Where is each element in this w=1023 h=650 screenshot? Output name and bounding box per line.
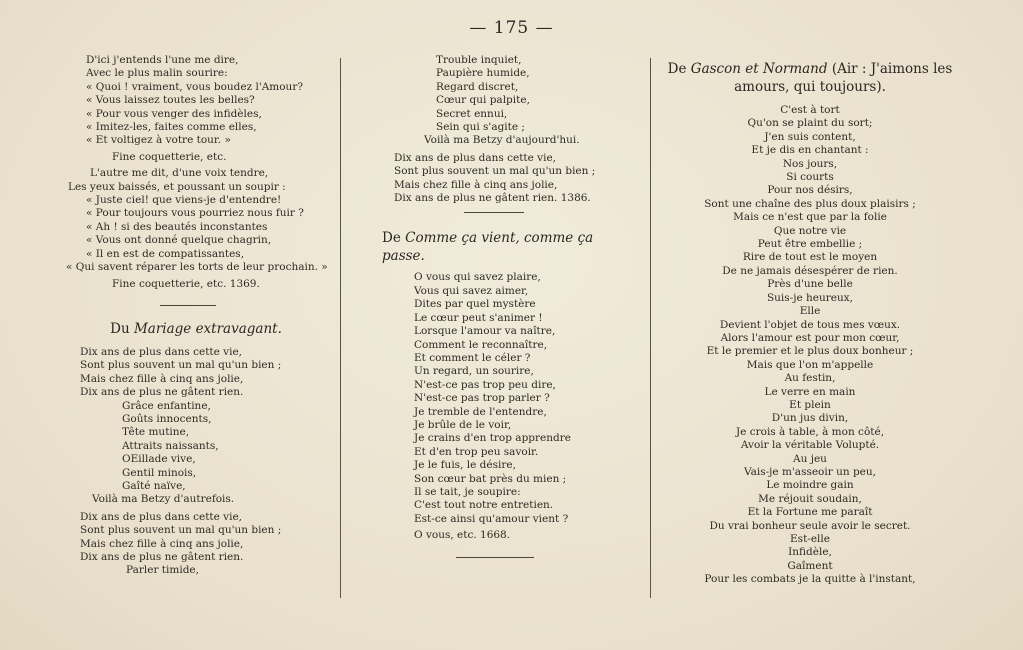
verse-line: Sont une chaîne des plus doux plaisirs ; — [704, 197, 916, 210]
verse-line: Lorsque l'amour va naître, — [414, 325, 556, 338]
verse-line: Sont plus souvent un mal qu'un bien ; — [80, 359, 282, 372]
verse-line: Et la Fortune me paraît — [747, 506, 873, 519]
page-number: — 175 — — [469, 18, 554, 38]
verse-line: Sont plus souvent un mal qu'un bien ; — [80, 524, 282, 537]
verse-line: Il se tait, je soupire: — [414, 485, 521, 498]
verse-line: Cœur qui palpite, — [436, 94, 530, 107]
column-middle — [378, 54, 623, 558]
verse-line: Gaîté naïve, — [122, 479, 186, 492]
verse-line: D'ici j'entends l'une me dire, — [86, 54, 239, 66]
verse-line: « Ah ! si des beautés inconstantes — [86, 220, 268, 233]
song-title — [378, 229, 623, 265]
verse-line: Les yeux baissés, et poussant un soupir : — [68, 180, 286, 193]
verse-line: N'est-ce pas trop parler ? — [414, 392, 550, 405]
verse-line: N'est-ce pas trop peu dire, — [414, 378, 556, 391]
verse-line: Parler timide, — [126, 564, 199, 577]
section-separator — [456, 557, 534, 558]
verse-line: Sein qui s'agite ; — [436, 121, 525, 134]
song-title-italic: Mariage extravagant. — [133, 320, 282, 337]
verse-line: Son cœur bat près du mien ; — [414, 472, 567, 485]
verse-line: Peut être embellie ; — [757, 238, 863, 251]
verse-line: Paupière humide, — [436, 67, 530, 80]
verse-line: Comment le reconnaître, — [414, 338, 548, 351]
refrain-line: Fine coquetterie, etc. 1369. — [112, 277, 260, 290]
verse-line: Dix ans de plus dans cette vie, — [80, 345, 243, 358]
verse-line: Que notre vie — [773, 224, 847, 237]
verse-line: Je le fuis, le désire, — [414, 459, 516, 472]
verse-line: Si courts — [786, 171, 834, 184]
song-title-italic: Gascon et Normand — [690, 61, 828, 77]
verse-line: « Juste ciel! que viens-je d'entendre! — [86, 194, 282, 207]
verse-line: Mais chez fille à cinq ans jolie, — [80, 537, 244, 550]
verse-line: Rire de tout est le moyen — [742, 251, 878, 264]
verse-line: Dix ans de plus ne gâtent rien. 1386. — [394, 192, 591, 205]
verse-line: Je tremble de l'entendre, — [414, 405, 547, 418]
section-separator — [464, 212, 524, 213]
column-right — [665, 54, 955, 587]
song-title-air-continued: amours, qui toujours). — [734, 79, 886, 95]
verse-line: Mais chez fille à cinq ans jolie, — [394, 178, 558, 191]
verse-line: Alors l'amour est pour mon cœur, — [720, 331, 900, 344]
verse-line: Gaîment — [787, 559, 833, 572]
verse-line: Attraits naissants, — [122, 439, 219, 452]
verse-line: Mais ce n'est que par la folie — [733, 211, 887, 224]
verse-line: « Il en est de compatissantes, — [86, 247, 245, 260]
verse-line: Et le premier et le plus doux bonheur ; — [706, 345, 914, 358]
verse-line: OEillade vive, — [122, 453, 196, 466]
verse-line: Voilà ma Betzy d'aujourd'hui. — [424, 134, 580, 147]
verse-line: Et comment le céler ? — [414, 351, 531, 364]
song-title-prefix: De — [382, 230, 401, 247]
verse-line: C'est à tort — [780, 104, 840, 116]
refrain-line: Fine coquetterie, etc. — [112, 150, 227, 163]
verse-line: « Pour toujours vous pourriez nous fuir ? — [86, 207, 304, 220]
verse-line: Regard discret, — [436, 80, 519, 93]
verse-line: Mais que l'on m'appelle — [746, 358, 874, 371]
verse-line: Dix ans de plus dans cette vie, — [80, 510, 243, 523]
verse-line: « Vous laissez toutes les belles? — [86, 94, 255, 107]
song-title-prefix: De — [667, 61, 687, 77]
verse-line: Infidèle, — [788, 546, 832, 559]
verse-line: Au jeu — [793, 452, 827, 465]
verse-line: Au festin, — [784, 372, 836, 385]
verse-line: Devient l'objet de tous mes vœux. — [719, 318, 901, 331]
verse-line: Le cœur peut s'animer ! — [414, 311, 543, 324]
verse-line: O vous qui savez plaire, — [414, 271, 541, 284]
verse-line: Vous qui savez aimer, — [414, 284, 529, 297]
verse-line: Pour les combats je la quitte à l'instant, — [704, 573, 916, 586]
verse-line: L'autre me dit, d'une voix tendre, — [90, 167, 269, 180]
verse-line: Et je dis en chantant : — [751, 144, 869, 157]
verse-line: Un regard, un sourire, — [414, 365, 534, 378]
verse-line: Vais-je m'asseoir un peu, — [743, 465, 876, 478]
verse-line: C'est tout notre entretien. — [414, 499, 554, 512]
verse-line: Suis-je heureux, — [766, 291, 854, 304]
verse-line: Du vrai bonheur seule avoir le secret. — [709, 519, 911, 532]
song-title — [665, 60, 955, 78]
verse-line: Goûts innocents, — [122, 412, 212, 425]
verse-line: Et d'en trop peu savoir. — [414, 445, 539, 458]
verse-line: Grâce enfantine, — [122, 399, 211, 412]
verse-line: Et plein — [789, 398, 831, 411]
verse-line: Qu'on se plaint du sort; — [747, 117, 873, 130]
verse-line: Avoir la véritable Volupté. — [740, 439, 880, 452]
verse-line: Mais chez fille à cinq ans jolie, — [80, 372, 244, 385]
column-divider-right — [650, 58, 651, 598]
verse-line: Le verre en main — [764, 385, 856, 398]
song-title-italic: Comme ça vient, comme ça passe. — [382, 230, 594, 265]
verse-line: « Et voltigez à votre tour. » — [86, 134, 231, 147]
section-separator — [160, 305, 216, 306]
song-title-prefix: Du — [110, 320, 130, 337]
verse-line: Elle — [799, 305, 821, 318]
verse-line: « Qui savent réparer les torts de leur prochain. » — [66, 261, 328, 274]
verse-line: O vous, etc. 1668. — [414, 529, 511, 542]
song-title-air: (Air : J'aimons les — [831, 61, 953, 77]
verse-line: Est-elle — [790, 533, 830, 545]
verse-line: Je crains d'en trop apprendre — [414, 432, 571, 445]
verse-line: Secret ennui, — [436, 107, 508, 120]
verse-line: Près d'une belle — [767, 278, 853, 291]
verse-line: « Pour vous venger des infidèles, — [86, 107, 262, 120]
verse-line: Dites par quel mystère — [414, 298, 536, 311]
verse-line: De ne jamais désespérer de rien. — [722, 264, 898, 277]
verse-line: « Quoi ! vraiment, vous boudez l'Amour? — [86, 80, 303, 93]
column-left — [64, 54, 334, 578]
song-title — [64, 320, 334, 338]
column-divider-left — [340, 58, 341, 598]
verse-line: Dix ans de plus dans cette vie, — [394, 151, 557, 164]
verse-line: Trouble inquiet, — [436, 54, 522, 66]
verse-line: D'un jus divin, — [771, 412, 849, 425]
verse-line: Dix ans de plus ne gâtent rien. — [80, 551, 244, 563]
verse-line: Je crois à table, à mon côté, — [735, 425, 885, 438]
verse-line: Voilà ma Betzy d'autrefois. — [92, 493, 235, 506]
verse-line: Dix ans de plus ne gâtent rien. — [80, 386, 244, 399]
verse-line: Est-ce ainsi qu'amour vient ? — [414, 512, 569, 525]
verse-line: Le moindre gain — [766, 479, 854, 492]
verse-line: J'en suis content, — [764, 130, 856, 143]
verse-line: Me réjouit soudain, — [758, 492, 862, 505]
verse-line: « Imitez-les, faites comme elles, — [86, 121, 257, 134]
verse-line: Sont plus souvent un mal qu'un bien ; — [394, 165, 596, 178]
verse-line: Je brûle de le voir, — [414, 418, 512, 431]
verse-line: Tête mutine, — [122, 426, 190, 439]
verse-line: Avec le plus malin sourire: — [86, 67, 228, 80]
verse-line: Pour nos désirs, — [767, 184, 853, 197]
verse-line: Gentil minois, — [122, 466, 197, 479]
verse-line: Nos jours, — [782, 157, 838, 170]
verse-line: « Vous ont donné quelque chagrin, — [86, 234, 272, 247]
